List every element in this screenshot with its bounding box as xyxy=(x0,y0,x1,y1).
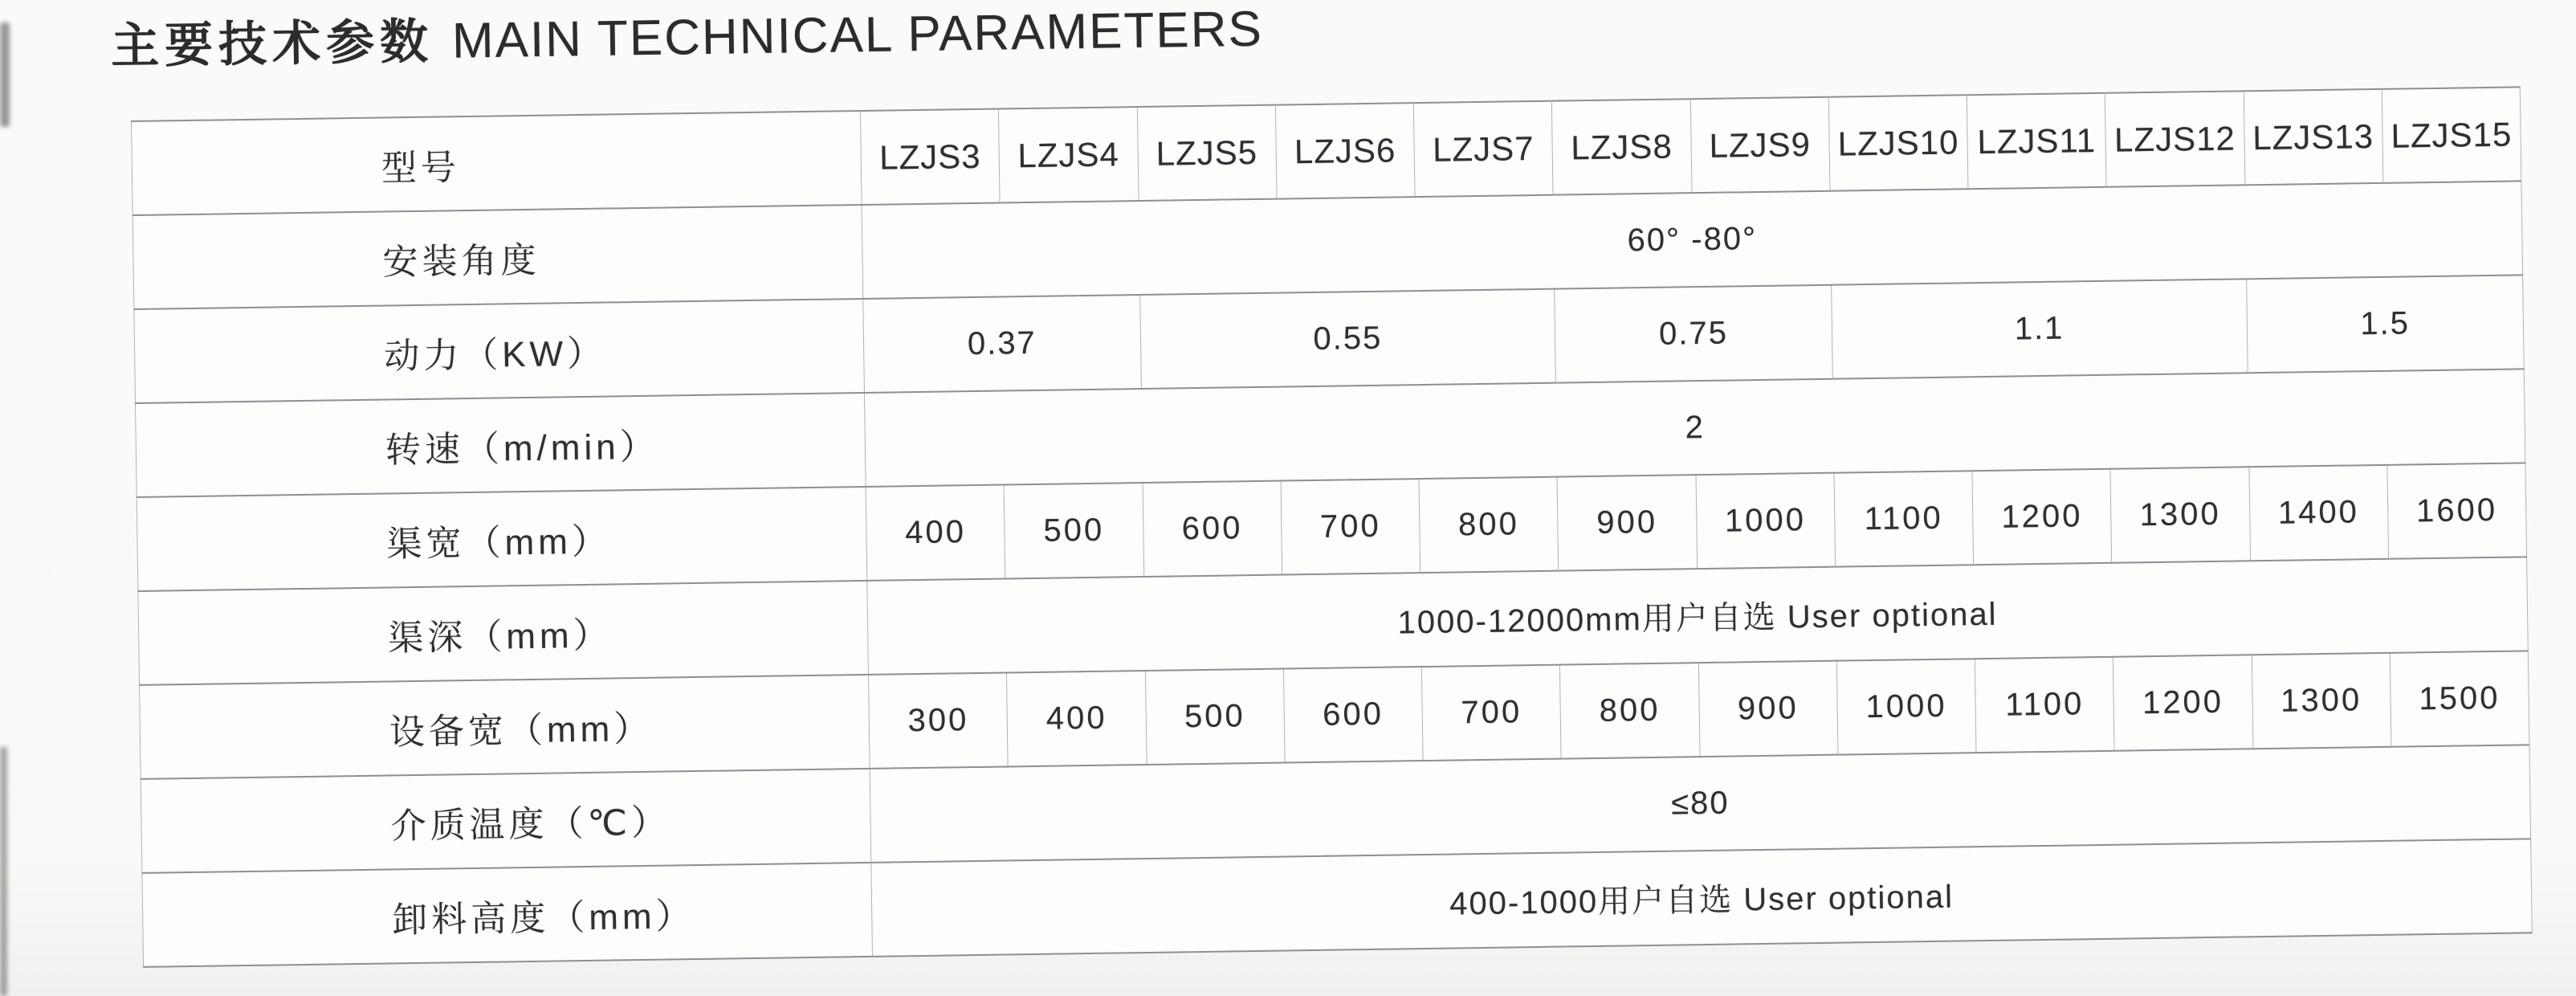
model-cell: LZJS6 xyxy=(1275,103,1415,198)
channel-width-cell: 1200 xyxy=(1972,469,2112,565)
channel-width-cell: 500 xyxy=(1004,483,1143,578)
page-title-chinese: 主要技术参数 xyxy=(110,14,434,73)
model-cell: LZJS5 xyxy=(1137,105,1277,201)
model-cell: LZJS7 xyxy=(1413,101,1553,197)
model-cell: LZJS8 xyxy=(1552,99,1692,194)
page-title xyxy=(110,0,1263,77)
equipment-width-cell: 500 xyxy=(1145,669,1285,765)
equipment-width-cell: 800 xyxy=(1560,663,1700,758)
equipment-width-cell: 400 xyxy=(1007,671,1147,766)
equipment-width-cell: 1300 xyxy=(2252,653,2391,749)
scan-edge-artifact-bottom xyxy=(0,747,7,996)
equipment-width-cell: 300 xyxy=(868,672,1008,768)
channel-width-cell: 900 xyxy=(1557,475,1697,570)
equipment-width-cell: 900 xyxy=(1698,661,1838,757)
power-value: 0.75 xyxy=(1555,285,1832,383)
power-value: 0.37 xyxy=(863,295,1141,393)
scan-edge-artifact-top xyxy=(0,22,10,127)
channel-width-cell: 1100 xyxy=(1834,471,1974,566)
equipment-width-cell: 1000 xyxy=(1836,659,1976,754)
row-label-model: 型号 xyxy=(132,111,862,215)
power-value: 0.55 xyxy=(1139,289,1555,389)
channel-width-cell: 1000 xyxy=(1696,473,1836,569)
install-angle-value: 60° -80° xyxy=(862,181,2522,299)
parameters-table-wrap xyxy=(131,86,2533,967)
equipment-width-cell: 600 xyxy=(1283,667,1423,762)
row-label-power: 动力（KW） xyxy=(134,299,865,403)
channel-width-cell: 600 xyxy=(1143,481,1282,577)
channel-width-cell: 1400 xyxy=(2248,465,2388,561)
model-cell: LZJS9 xyxy=(1690,97,1830,193)
row-label-equipment-width: 设备宽（mm） xyxy=(140,675,870,779)
row-label-channel-width: 渠宽（mm） xyxy=(137,487,867,591)
model-cell: LZJS4 xyxy=(999,107,1139,202)
row-label-install-angle: 安装角度 xyxy=(132,205,863,309)
channel-width-cell: 800 xyxy=(1419,477,1559,573)
discharge-height-value: 400-1000用户自选 User optional xyxy=(871,839,2532,957)
model-cell: LZJS10 xyxy=(1828,95,1968,190)
power-value: 1.1 xyxy=(1831,279,2247,378)
model-cell: LZJS3 xyxy=(860,109,1000,205)
row-label-speed: 转速（m/min） xyxy=(136,393,866,497)
model-cell: LZJS15 xyxy=(2382,87,2521,182)
channel-width-cell: 400 xyxy=(866,484,1005,580)
medium-temperature-value: ≤80 xyxy=(870,745,2530,863)
channel-width-cell: 700 xyxy=(1281,479,1420,574)
equipment-width-cell: 700 xyxy=(1421,665,1561,761)
model-cell: LZJS12 xyxy=(2105,91,2245,186)
page-title-english: MAIN TECHNICAL PARAMETERS xyxy=(451,1,1264,69)
row-label-discharge-height: 卸料高度（mm） xyxy=(142,863,873,967)
model-cell: LZJS13 xyxy=(2244,89,2383,185)
channel-width-cell: 1600 xyxy=(2387,463,2527,558)
power-value: 1.5 xyxy=(2246,275,2524,373)
channel-depth-value: 1000-12000mm用户自选 User optional xyxy=(867,557,2528,675)
parameters-table xyxy=(131,86,2533,967)
equipment-width-cell: 1100 xyxy=(1975,657,2114,753)
row-label-medium-temperature: 介质温度（℃） xyxy=(141,769,871,873)
model-cell: LZJS11 xyxy=(1967,93,2106,189)
equipment-width-cell: 1200 xyxy=(2113,655,2253,750)
speed-value: 2 xyxy=(864,369,2525,487)
channel-width-cell: 1300 xyxy=(2110,467,2250,562)
equipment-width-cell: 1500 xyxy=(2390,651,2529,746)
row-label-channel-depth: 渠深（mm） xyxy=(138,581,869,685)
